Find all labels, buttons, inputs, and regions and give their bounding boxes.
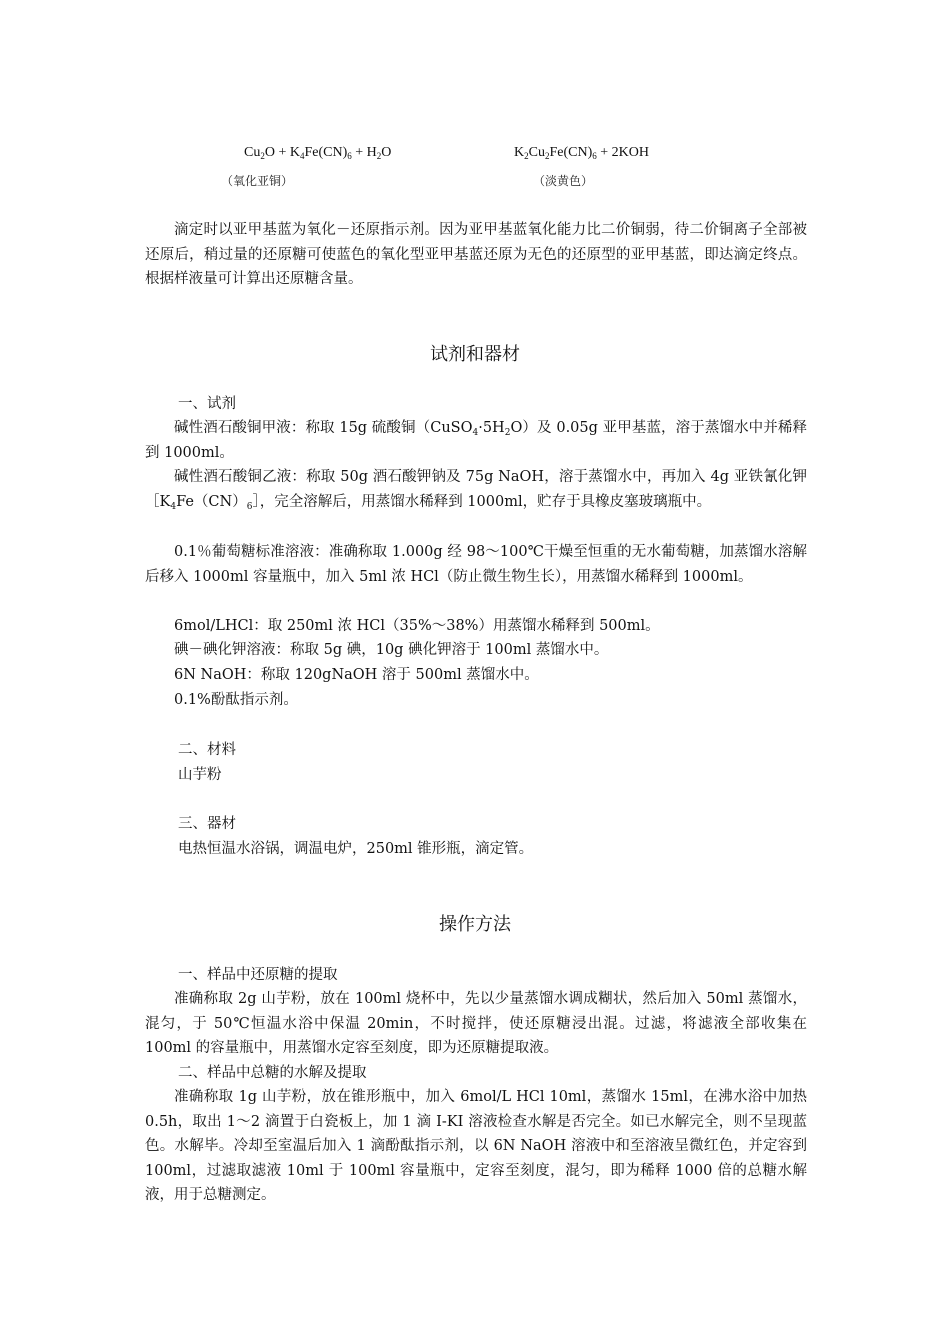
procedure-paragraph-1: 准确称取 2g 山芋粉，放在 100ml 烧杯中，先以少量蒸馏水调成糊状，然后加入 50ml 蒸馏水，混匀，于 50℃恒温水浴中保温 20min，不时搅拌，使还原糖浸出混。过滤，将滤液全部收集在 100ml 的容量瓶中，用蒸馏水定容至刻度，即为还原糖提取液。	[145, 991, 807, 1056]
eq-text: Fe(CN)	[304, 145, 348, 160]
reagent-glucose-standard: 0.1％葡萄糖标准溶液：准确称取 1.000g 经 98～100℃干燥至恒重的无水葡萄糖，加蒸馏水溶解后移入 1000ml 容量瓶中，加入 5ml 浓 HCl（防止微生物生长），用蒸馏水稀释到 1000ml。	[145, 544, 807, 585]
eq-text: O + K	[264, 145, 300, 160]
eq-text: + H	[351, 145, 377, 160]
reagent-solution-b	[145, 465, 807, 514]
eq-subscript: 6	[592, 151, 597, 161]
eq-subscript: 2	[544, 151, 550, 161]
procedure-paragraph-2: 准确称取 1g 山芋粉，放在锥形瓶中，加入 6mol/L HCl 10ml，蒸馏水 15ml，在沸水浴中加热 0.5h，取出 1～2 滴置于白瓷板上，加 1 滴 I-KI 溶液检查水解是否完全。如已水解完全，则不呈现蓝色。水解毕。冷却至室温后加入 1 滴酚酞指示剂，以 6N NaOH 溶液中和至溶液呈微红色，并定容到 100ml，过滤取滤液 10ml 于 100ml 容量瓶中，定容至刻度，混匀，即为稀释 1000 倍的总糖水解液，用于总糖测定。	[145, 1089, 807, 1203]
eq-text: Cu	[244, 145, 261, 160]
subheading-total-sugar-hydrolysis: 二、样品中总糖的水解及提取	[178, 1065, 367, 1081]
para-subscript: 4	[170, 501, 177, 512]
para-text: 碱性酒石酸铜乙液：称取 50g 酒石酸钾钠及 75g NaOH，溶于蒸馏水中，再加入 4g 亚铁氰化钾［K	[145, 469, 807, 510]
equation-note-right: （淡黄色）	[533, 174, 594, 188]
reagent-solution-a	[145, 416, 807, 465]
para-text: Fe（CN）	[176, 493, 247, 510]
reagent-naoh: 6N NaOH：称取 120gNaOH 溶于 500ml 蒸馏水中。	[174, 667, 539, 683]
reagent-phenolphthalein: 0.1%酚酞指示剂。	[174, 692, 298, 708]
para-text: ·5H	[478, 420, 505, 436]
equation-note-left: （氧化亚铜）	[221, 174, 294, 188]
para-subscript: 4	[472, 428, 479, 438]
eq-subscript: 2	[260, 151, 265, 161]
eq-subscript: 4	[299, 151, 305, 161]
eq-text: O	[381, 145, 392, 160]
eq-subscript: 6	[347, 151, 352, 161]
subheading-materials: 二、材料	[178, 742, 236, 758]
material-text: 山芋粉	[178, 767, 222, 783]
reagent-iodine: 碘－碘化钾溶液：称取 5g 碘，10g 碘化钾溶于 100ml 蒸馏水中。	[174, 642, 609, 658]
eq-text: + 2KOH	[596, 145, 649, 160]
reagent-hcl: 6mol/LHCl：取 250ml 浓 HCl（35%～38%）用蒸馏水稀释到 500ml。	[174, 618, 660, 634]
intro-paragraph: 滴定时以亚甲基蓝为氧化－还原指示剂。因为亚甲基蓝氧化能力比二价铜弱，待二价铜离子全部被还原后，稍过量的还原糖可使蓝色的氧化型亚甲基蓝还原为无色的还原型的亚甲基蓝，即达滴定终点。根据样液量可计算出还原糖含量。	[145, 222, 807, 287]
eq-subscript: 2	[376, 151, 382, 161]
section-title-procedure: 操作方法	[439, 914, 511, 935]
eq-subscript: 2	[524, 151, 529, 161]
para-text: O）及 0.05g 亚甲基蓝，溶于蒸馏水中并稀释到 1000ml。	[145, 420, 807, 461]
eq-text: K	[514, 145, 525, 160]
para-subscript: 6	[246, 501, 253, 512]
section-title-reagents: 试剂和器材	[430, 344, 520, 365]
equation-right	[514, 145, 649, 161]
para-text: 碱性酒石酸铜甲液：称取 15g 硫酸铜（CuSO	[174, 420, 473, 436]
subheading-reagents: 一、试剂	[178, 396, 236, 412]
equation-left	[244, 145, 391, 161]
equipment-text: 电热恒温水浴锅，调温电炉，250ml 锥形瓶，滴定管。	[178, 841, 534, 857]
subheading-reducing-sugar-extraction: 一、样品中还原糖的提取	[178, 967, 338, 983]
subheading-equipment: 三、器材	[178, 816, 236, 832]
para-subscript: 2	[504, 428, 511, 438]
eq-text: Fe(CN)	[549, 145, 593, 160]
para-text: ］，完全溶解后，用蒸馏水稀释到 1000ml，贮存于具橡皮塞玻璃瓶中。	[252, 493, 712, 510]
eq-text: Cu	[528, 145, 545, 160]
